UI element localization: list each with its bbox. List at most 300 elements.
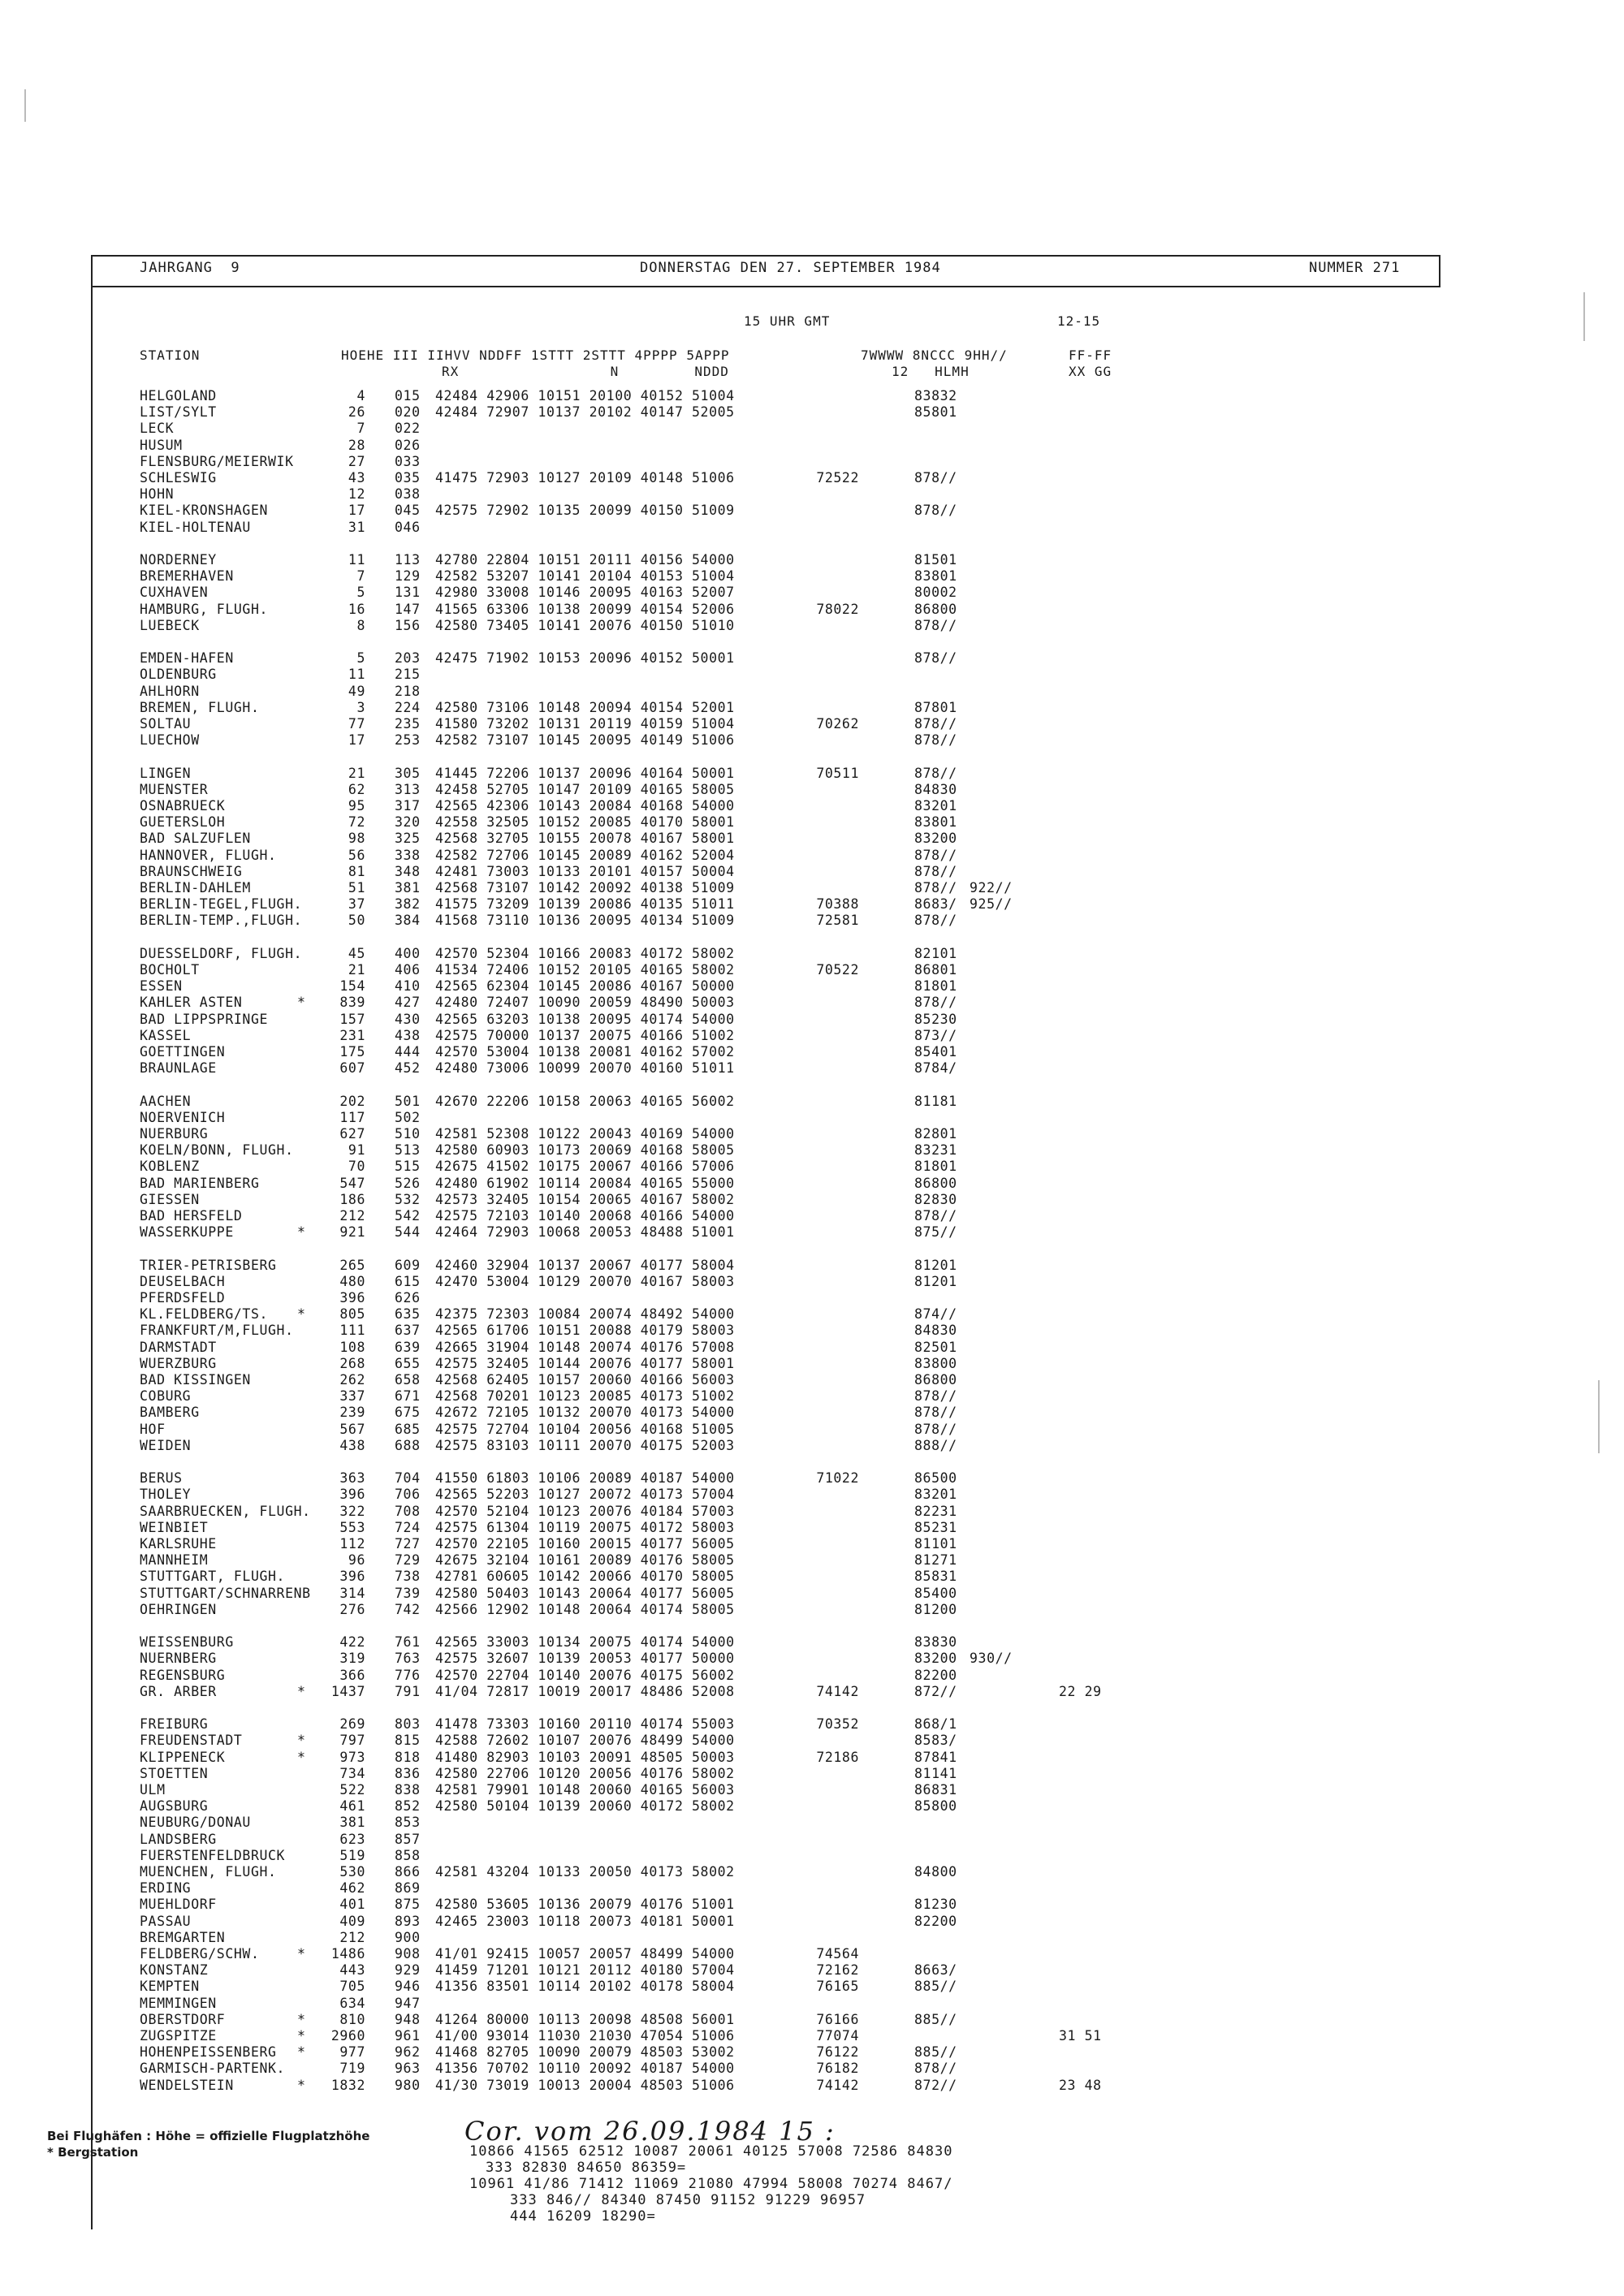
station-name: MUENSTER (140, 781, 209, 797)
station-id: 929 (395, 1962, 421, 1979)
header-rule (91, 286, 1440, 287)
station-name: AUGSBURG (140, 1798, 209, 1815)
station-id: 400 (395, 945, 421, 961)
group-7: 72186 (816, 1749, 859, 1765)
station-name: BAD KISSINGEN (140, 1372, 251, 1388)
station-id: 658 (395, 1372, 421, 1388)
group-8: 81201 (914, 1273, 957, 1289)
group-8: 878// (914, 1388, 957, 1405)
station-name: BRAUNLAGE (140, 1060, 217, 1077)
mountain-marker: * (297, 2028, 306, 2044)
scan-mark (24, 89, 26, 122)
station-id: 838 (395, 1782, 421, 1798)
station-height: 627 (339, 1126, 365, 1142)
station-id: 218 (395, 683, 421, 699)
station-name: WEIDEN (140, 1437, 192, 1453)
station-height: 112 (339, 1536, 365, 1552)
synop-groups: 42573 32405 10154 20065 40167 58002 (435, 1191, 735, 1207)
station-id: 131 (395, 585, 421, 601)
station-height: 21 (348, 962, 365, 978)
synop-groups: 42588 72602 10107 20076 48499 54000 (435, 1733, 735, 1749)
station-height: 366 (339, 1667, 365, 1683)
station-height: 438 (339, 1437, 365, 1453)
synop-groups: 42581 43204 10133 20050 40173 58002 (435, 1864, 735, 1880)
station-height: 70 (348, 1159, 365, 1175)
synop-groups: 42575 83103 10111 20070 40175 52003 (435, 1437, 735, 1453)
station-name: WEISSENBURG (140, 1634, 234, 1651)
station-name: FRANKFURT/M,FLUGH. (140, 1323, 294, 1339)
station-id: 776 (395, 1667, 421, 1683)
synop-groups: 42470 53004 10129 20070 40167 58003 (435, 1273, 735, 1289)
synop-groups: 41478 73303 10160 20110 40174 55003 (435, 1716, 735, 1733)
station-height: 268 (339, 1355, 365, 1371)
synop-groups: 42558 32505 10152 20085 40170 58001 (435, 814, 735, 831)
group-8: 82830 (914, 1191, 957, 1207)
group-8: 81181 (914, 1093, 957, 1109)
station-id: 946 (395, 1979, 421, 1995)
station-id: 893 (395, 1913, 421, 1929)
group-8: 84830 (914, 1323, 957, 1339)
wind-gusts: 23 48 (1059, 2077, 1102, 2093)
group-8: 873// (914, 1027, 957, 1043)
station-height: 108 (339, 1339, 365, 1355)
group-8: 83231 (914, 1142, 957, 1159)
group-8: 83801 (914, 568, 957, 585)
group-8: 82200 (914, 1667, 957, 1683)
synop-groups: 42575 72902 10135 20099 40150 51009 (435, 503, 735, 519)
synop-groups: 42465 23003 10118 20073 40181 50001 (435, 1913, 735, 1929)
station-height: 175 (339, 1044, 365, 1060)
station-name: LANDSBERG (140, 1831, 217, 1847)
synop-groups: 42675 41502 10175 20067 40166 57006 (435, 1159, 735, 1175)
station-id: 444 (395, 1044, 421, 1060)
group-8: 85401 (914, 1044, 957, 1060)
group-8: 85231 (914, 1519, 957, 1535)
synop-groups: 42568 62405 10157 20060 40166 56003 (435, 1372, 735, 1388)
station-id: 046 (395, 519, 421, 535)
synop-groups: 42484 42906 10151 20100 40152 51004 (435, 388, 735, 404)
station-name: BOCHOLT (140, 962, 200, 978)
station-id: 038 (395, 486, 421, 503)
group-8: 878// (914, 880, 957, 896)
station-name: HOF (140, 1421, 166, 1437)
synop-groups: 41550 61803 10106 20089 40187 54000 (435, 1470, 735, 1487)
station-name: HOHENPEISSENBERG (140, 2044, 277, 2061)
group-7: 70388 (816, 896, 859, 913)
synop-groups: 41580 73202 10131 20119 40159 51004 (435, 716, 735, 732)
station-height: 381 (339, 1815, 365, 1831)
group-8: 85400 (914, 1585, 957, 1601)
station-height: 1486 (330, 1946, 365, 1962)
synop-groups: 41/04 72817 10019 20017 48486 52008 (435, 1683, 735, 1699)
group-8: 81271 (914, 1552, 957, 1569)
synop-groups: 42582 72706 10145 20089 40162 52004 (435, 847, 735, 863)
station-id: 542 (395, 1208, 421, 1224)
station-name: GUETERSLOH (140, 814, 226, 831)
station-height: 27 (348, 453, 365, 469)
station-id: 655 (395, 1355, 421, 1371)
legend-airports: Bei Flughäfen : Höhe = offizielle Flugplatzhöhe (47, 2129, 370, 2143)
group-7: 74142 (816, 2077, 859, 2093)
station-name: SOLTAU (140, 716, 192, 732)
station-name: PASSAU (140, 1913, 192, 1929)
station-id: 045 (395, 503, 421, 519)
synop-groups: 42565 62304 10145 20086 40167 50000 (435, 978, 735, 995)
synop-groups: 42565 33003 10134 20075 40174 54000 (435, 1634, 735, 1651)
group-7: 74564 (816, 1946, 859, 1962)
station-height: 7 (356, 568, 365, 585)
station-height: 56 (348, 847, 365, 863)
station-name: STUTTGART, FLUGH. (140, 1569, 286, 1585)
synop-groups: 42565 42306 10143 20084 40168 54000 (435, 798, 735, 814)
station-id: 685 (395, 1421, 421, 1437)
group-8: 83832 (914, 388, 957, 404)
station-height: 567 (339, 1421, 365, 1437)
station-name: BAD MARIENBERG (140, 1175, 260, 1191)
synop-groups: 42672 72105 10132 20070 40173 54000 (435, 1405, 735, 1421)
station-id: 963 (395, 2061, 421, 2077)
station-name: PFERDSFELD (140, 1290, 226, 1306)
station-name: LIST/SYLT (140, 404, 217, 421)
group-8: 878// (914, 2061, 957, 2077)
group-8: 82801 (914, 1126, 957, 1142)
group-8: 87841 (914, 1749, 957, 1765)
station-name: KONSTANZ (140, 1962, 209, 1979)
station-height: 519 (339, 1847, 365, 1863)
date-title: DONNERSTAG DEN 27. SEPTEMBER 1984 (640, 260, 941, 276)
station-id: 962 (395, 2044, 421, 2061)
station-id: 532 (395, 1191, 421, 1207)
station-height: 276 (339, 1601, 365, 1617)
group-8: 81201 (914, 1257, 957, 1273)
group-7: 70352 (816, 1716, 859, 1733)
synop-groups: 42570 52104 10123 20076 40184 57003 (435, 1503, 735, 1519)
station-name: BERLIN-DAHLEM (140, 880, 251, 896)
mountain-marker: * (297, 1224, 306, 1241)
group-8: 84800 (914, 1864, 957, 1880)
synop-groups: 42575 70000 10137 20075 40166 51002 (435, 1027, 735, 1043)
station-id: 338 (395, 847, 421, 863)
group-8: 878// (914, 863, 957, 879)
station-height: 522 (339, 1782, 365, 1798)
station-name: KARLSRUHE (140, 1536, 217, 1552)
group-7: 78022 (816, 601, 859, 617)
station-id: 156 (395, 617, 421, 633)
station-id: 020 (395, 404, 421, 421)
station-height: 16 (348, 601, 365, 617)
group-8: 878// (914, 716, 957, 732)
station-id: 427 (395, 995, 421, 1011)
station-name: HELGOLAND (140, 388, 217, 404)
synop-groups: 41565 63306 10138 20099 40154 52006 (435, 601, 735, 617)
group-9: 922// (970, 880, 1013, 896)
station-id: 724 (395, 1519, 421, 1535)
station-id: 502 (395, 1109, 421, 1125)
station-name: LECK (140, 421, 175, 437)
station-id: 866 (395, 1864, 421, 1880)
synop-groups: 41475 72903 10127 20109 40148 51006 (435, 470, 735, 486)
station-height: 7 (356, 421, 365, 437)
station-id: 791 (395, 1683, 421, 1699)
wind-gusts: 22 29 (1059, 1683, 1102, 1699)
synop-groups: 41/01 92415 10057 20057 48499 54000 (435, 1946, 735, 1962)
col-ff: FF-FF (1069, 347, 1112, 363)
station-height: 265 (339, 1257, 365, 1273)
synop-groups: 42580 73106 10148 20094 40154 52001 (435, 699, 735, 715)
group-8: 878// (914, 847, 957, 863)
station-height: 95 (348, 798, 365, 814)
station-id: 615 (395, 1273, 421, 1289)
station-id: 836 (395, 1765, 421, 1781)
station-id: 761 (395, 1634, 421, 1651)
synop-groups: 42580 50403 10143 20064 40177 56005 (435, 1585, 735, 1601)
station-height: 81 (348, 863, 365, 879)
station-height: 839 (339, 995, 365, 1011)
group-8: 885// (914, 2011, 957, 2027)
mountain-marker: * (297, 2011, 306, 2027)
station-id: 803 (395, 1716, 421, 1733)
group-7: 70511 (816, 765, 859, 781)
synop-groups: 42580 22706 10120 20056 40176 58002 (435, 1765, 735, 1781)
group-8: 885// (914, 2044, 957, 2061)
station-id: 513 (395, 1142, 421, 1159)
synop-groups: 42568 70201 10123 20085 40173 51002 (435, 1388, 735, 1405)
station-id: 015 (395, 388, 421, 404)
station-id: 708 (395, 1503, 421, 1519)
station-height: 98 (348, 831, 365, 847)
station-name: MANNHEIM (140, 1552, 209, 1569)
station-id: 858 (395, 1847, 421, 1863)
group-8: 81141 (914, 1765, 957, 1781)
station-height: 553 (339, 1519, 365, 1535)
station-name: BREMERHAVEN (140, 568, 234, 585)
synop-groups: 42565 63203 10138 20095 40174 54000 (435, 1011, 735, 1027)
station-name: BAD LIPPSPRINGE (140, 1011, 269, 1027)
station-height: 2960 (330, 2028, 365, 2044)
issue-number: NUMMER 271 (1309, 260, 1401, 276)
station-id: 900 (395, 1929, 421, 1945)
station-name: AHLHORN (140, 683, 200, 699)
group-8: 878// (914, 1208, 957, 1224)
station-name: GIESSEN (140, 1191, 200, 1207)
station-name: COBURG (140, 1388, 192, 1405)
jahrgang-label: JAHRGANG 9 (140, 260, 240, 276)
station-id: 313 (395, 781, 421, 797)
group-8: 874// (914, 1306, 957, 1323)
station-name: KAHLER ASTEN (140, 995, 243, 1011)
station-id: 688 (395, 1437, 421, 1453)
synop-groups: 42665 31904 10148 20074 40176 57008 (435, 1339, 735, 1355)
synop-groups: 42568 73107 10142 20092 40138 51009 (435, 880, 735, 896)
station-height: 37 (348, 896, 365, 913)
station-name: GOETTINGEN (140, 1044, 226, 1060)
synop-groups: 42780 22804 10151 20111 40156 54000 (435, 552, 735, 568)
station-name: FLENSBURG/MEIERWIK (140, 453, 294, 469)
station-name: NUERBURG (140, 1126, 209, 1142)
station-id: 635 (395, 1306, 421, 1323)
station-name: STOETTEN (140, 1765, 209, 1781)
mountain-marker: * (297, 1683, 306, 1699)
mountain-marker: * (297, 1749, 306, 1765)
synop-groups: 41480 82903 10103 20091 48505 50003 (435, 1749, 735, 1765)
station-height: 77 (348, 716, 365, 732)
station-height: 49 (348, 683, 365, 699)
station-id: 706 (395, 1487, 421, 1503)
synop-groups: 42781 60605 10142 20066 40170 58005 (435, 1569, 735, 1585)
synop-groups: 42582 53207 10141 20104 40153 51004 (435, 568, 735, 585)
station-height: 363 (339, 1470, 365, 1487)
station-id: 609 (395, 1257, 421, 1273)
station-name: KL.FELDBERG/TS. (140, 1306, 269, 1323)
station-name: BAD HERSFELD (140, 1208, 243, 1224)
station-name: STUTTGART/SCHNARRENB (140, 1585, 311, 1601)
station-height: 797 (339, 1733, 365, 1749)
synop-groups: 42480 72407 10090 20059 48490 50003 (435, 995, 735, 1011)
station-name: MEMMINGEN (140, 1995, 217, 2011)
station-name: NEUBURG/DONAU (140, 1815, 251, 1831)
synop-groups: 41568 73110 10136 20095 40134 51009 (435, 913, 735, 929)
synop-groups: 41459 71201 10121 20112 40180 57004 (435, 1962, 735, 1979)
station-id: 739 (395, 1585, 421, 1601)
station-height: 231 (339, 1027, 365, 1043)
station-id: 235 (395, 716, 421, 732)
group-8: 83800 (914, 1355, 957, 1371)
col-codes: HOEHE III IIHVV NDDFF 1STTT 2STTT 4PPPP 5APPP (341, 347, 730, 363)
station-name: BAMBERG (140, 1405, 200, 1421)
station-id: 742 (395, 1601, 421, 1617)
station-id: 215 (395, 667, 421, 683)
station-name: KIEL-HOLTENAU (140, 519, 251, 535)
station-height: 5 (356, 650, 365, 667)
station-name: LUEBECK (140, 617, 200, 633)
station-name: NORDERNEY (140, 552, 217, 568)
synop-groups: 42570 53004 10138 20081 40162 57002 (435, 1044, 735, 1060)
station-height: 396 (339, 1569, 365, 1585)
station-height: 547 (339, 1175, 365, 1191)
station-height: 157 (339, 1011, 365, 1027)
station-id: 406 (395, 962, 421, 978)
station-height: 28 (348, 437, 365, 453)
station-id: 320 (395, 814, 421, 831)
synop-groups: 42480 61902 10114 20084 40165 55000 (435, 1175, 735, 1191)
group-8: 8663/ (914, 1962, 957, 1979)
station-name: BERLIN-TEMP.,FLUGH. (140, 913, 303, 929)
synop-groups: 42670 22206 10158 20063 40165 56002 (435, 1093, 735, 1109)
station-height: 480 (339, 1273, 365, 1289)
group-8: 81501 (914, 552, 957, 568)
synop-groups: 41264 80000 10113 20098 48508 56001 (435, 2011, 735, 2027)
station-name: BRAUNSCHWEIG (140, 863, 243, 879)
group-8: 878// (914, 913, 957, 929)
synop-groups: 42565 61706 10151 20088 40179 58003 (435, 1323, 735, 1339)
mountain-marker: * (297, 995, 306, 1011)
station-id: 382 (395, 896, 421, 913)
group-8: 888// (914, 1437, 957, 1453)
station-height: 202 (339, 1093, 365, 1109)
col-groups-789: 7WWWW 8NCCC 9HH// (861, 347, 1008, 363)
station-height: 623 (339, 1831, 365, 1847)
correction-line: 10866 41565 62512 10087 20061 40125 57008 72586 84830 (469, 2143, 953, 2160)
station-height: 443 (339, 1962, 365, 1979)
synop-groups: 42582 73107 10145 20095 40149 51006 (435, 732, 735, 749)
group-8: 81801 (914, 1159, 957, 1175)
synop-groups: 42580 53605 10136 20079 40176 51001 (435, 1897, 735, 1913)
station-id: 738 (395, 1569, 421, 1585)
station-height: 530 (339, 1864, 365, 1880)
scan-mark (1583, 292, 1585, 341)
group-8: 878// (914, 503, 957, 519)
group-8: 80002 (914, 585, 957, 601)
station-name: HOHN (140, 486, 175, 503)
station-name: SCHLESWIG (140, 470, 217, 486)
station-height: 462 (339, 1880, 365, 1897)
group-7: 76166 (816, 2011, 859, 2027)
synop-groups: 42980 33008 10146 20095 40163 52007 (435, 585, 735, 601)
synop-groups: 42568 32705 10155 20078 40167 58001 (435, 831, 735, 847)
station-name: LUECHOW (140, 732, 200, 749)
col-station: STATION (140, 347, 201, 363)
synop-groups: 41575 73209 10139 20086 40135 51011 (435, 896, 735, 913)
station-name: HUSUM (140, 437, 183, 453)
group-8: 82501 (914, 1339, 957, 1355)
station-height: 212 (339, 1208, 365, 1224)
group-7: 70262 (816, 716, 859, 732)
station-id: 729 (395, 1552, 421, 1569)
group-8: 82101 (914, 945, 957, 961)
station-id: 438 (395, 1027, 421, 1043)
synop-groups: 42460 32904 10137 20067 40177 58004 (435, 1257, 735, 1273)
station-id: 384 (395, 913, 421, 929)
station-id: 704 (395, 1470, 421, 1487)
station-name: DEUSELBACH (140, 1273, 226, 1289)
station-height: 634 (339, 1995, 365, 2011)
group-7: 70522 (816, 962, 859, 978)
station-id: 325 (395, 831, 421, 847)
station-name: WASSERKUPPE (140, 1224, 234, 1241)
station-height: 337 (339, 1388, 365, 1405)
station-height: 322 (339, 1503, 365, 1519)
station-name: BERLIN-TEGEL,FLUGH. (140, 896, 303, 913)
station-height: 26 (348, 404, 365, 421)
group-7: 72162 (816, 1962, 859, 1979)
station-height: 1832 (330, 2077, 365, 2093)
group-8: 86801 (914, 962, 957, 978)
group-7: 76122 (816, 2044, 859, 2061)
station-name: WENDELSTEIN (140, 2077, 234, 2093)
station-name: OLDENBURG (140, 667, 217, 683)
station-id: 853 (395, 1815, 421, 1831)
group-8: 81101 (914, 1536, 957, 1552)
station-name: FUERSTENFELDBRUCK (140, 1847, 286, 1863)
synop-groups: 42575 61304 10119 20075 40172 58003 (435, 1519, 735, 1535)
synop-groups: 42484 72907 10137 20102 40147 52005 (435, 404, 735, 421)
station-id: 948 (395, 2011, 421, 2027)
synop-groups: 42581 52308 10122 20043 40169 54000 (435, 1126, 735, 1142)
group-8: 8683/ (914, 896, 957, 913)
synop-groups: 42481 73003 10133 20101 40157 50004 (435, 863, 735, 879)
station-name: BERUS (140, 1470, 183, 1487)
station-name: KOBLENZ (140, 1159, 200, 1175)
station-name: ERDING (140, 1880, 192, 1897)
station-height: 269 (339, 1716, 365, 1733)
station-height: 31 (348, 519, 365, 535)
station-height: 11 (348, 552, 365, 568)
group-7: 72581 (816, 913, 859, 929)
station-name: HANNOVER, FLUGH. (140, 847, 277, 863)
synop-groups: 41445 72206 10137 20096 40164 50001 (435, 765, 735, 781)
synop-groups: 42458 52705 10147 20109 40165 58005 (435, 781, 735, 797)
station-name: BAD SALZUFLEN (140, 831, 251, 847)
